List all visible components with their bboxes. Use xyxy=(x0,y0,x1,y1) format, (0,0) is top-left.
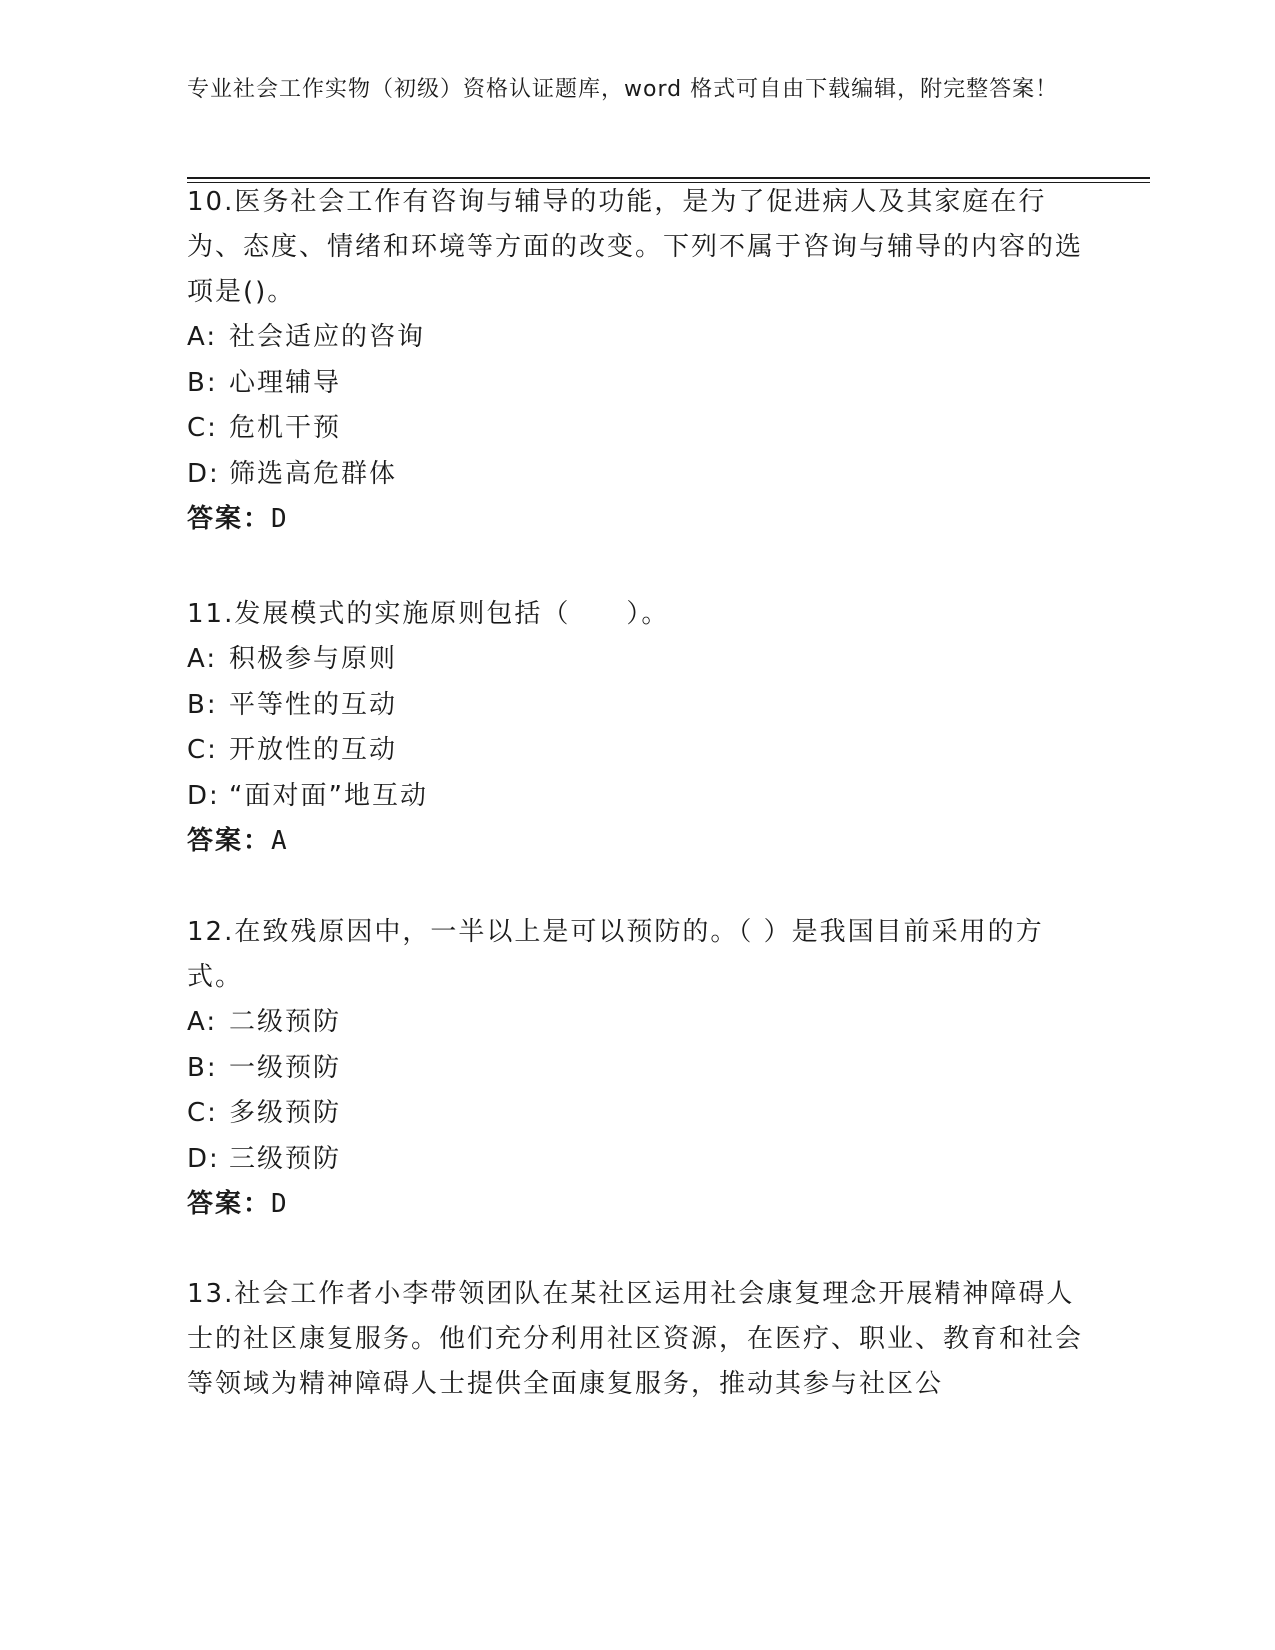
option-key: D: xyxy=(187,458,220,489)
answer-line xyxy=(187,497,1087,542)
option-text: 一级预防 xyxy=(229,1052,342,1083)
option-key: A: xyxy=(187,644,218,674)
answer-line xyxy=(187,1182,1087,1227)
option-key: B: xyxy=(187,367,218,398)
option-c xyxy=(187,728,1087,774)
option-b xyxy=(187,361,1087,407)
option-b xyxy=(187,683,1087,729)
option-text: 开放性的互动 xyxy=(229,735,398,765)
option-a xyxy=(187,315,1087,361)
option-key: A: xyxy=(187,1007,218,1037)
header-divider xyxy=(187,177,1150,179)
question-stem: 13.社会工作者小李带领团队在某社区运用社会康复理念开展精神障碍人士的社区康复服务。他们充分利用社区资源，在医疗、职业、教育和社会等领域为精神障碍人士提供全面康复服务，推动其参与社区公 xyxy=(187,1279,1084,1399)
option-text: 筛选高危群体 xyxy=(229,458,398,489)
answer-label: 答案： xyxy=(187,504,272,534)
question-stem: 10.医务社会工作有咨询与辅导的功能，是为了促进病人及其家庭在行为、态度、情绪和环境等方面的改变。下列不属于咨询与辅导的内容的选项是()。 xyxy=(187,187,1084,307)
answer-value: D xyxy=(271,504,289,534)
option-key: C: xyxy=(187,1098,218,1128)
option-text: 二级预防 xyxy=(229,1007,342,1037)
option-text: 社会适应的咨询 xyxy=(229,322,426,352)
document-header: 专业社会工作实物（初级）资格认证题库，word 格式可自由下载编辑，附完整答案！ xyxy=(187,77,1059,102)
option-text: 三级预防 xyxy=(229,1143,342,1174)
question-12 xyxy=(187,910,1087,1227)
option-d xyxy=(187,1137,1087,1183)
option-text: 危机干预 xyxy=(229,413,342,443)
option-key: D: xyxy=(187,1143,220,1174)
question-stem: 11.发展模式的实施原则包括（ ）。 xyxy=(187,599,670,629)
question-11 xyxy=(187,592,1087,864)
question-stem: 12.在致残原因中，一半以上是可以预防的。（ ）是我国目前采用的方式。 xyxy=(187,917,1044,992)
option-text: 多级预防 xyxy=(229,1098,342,1128)
answer-label: 答案： xyxy=(187,826,272,856)
question-10 xyxy=(187,180,1087,542)
option-key: D: xyxy=(187,780,220,811)
option-text: 心理辅导 xyxy=(229,367,342,398)
option-d xyxy=(187,452,1087,498)
option-d xyxy=(187,774,1087,820)
option-c xyxy=(187,1091,1087,1137)
option-key: B: xyxy=(187,689,218,720)
option-c xyxy=(187,406,1087,452)
option-a xyxy=(187,1000,1087,1046)
answer-value: D xyxy=(271,1189,289,1219)
option-key: C: xyxy=(187,413,218,443)
option-text: “面对面”地互动 xyxy=(229,780,428,811)
option-key: A: xyxy=(187,322,218,352)
answer-line xyxy=(187,819,1087,864)
option-key: C: xyxy=(187,735,218,765)
answer-label: 答案： xyxy=(187,1189,272,1219)
answer-value: A xyxy=(271,826,289,856)
option-key: B: xyxy=(187,1052,218,1083)
option-text: 积极参与原则 xyxy=(229,644,398,674)
option-a xyxy=(187,637,1087,683)
option-text: 平等性的互动 xyxy=(229,689,398,720)
option-b xyxy=(187,1046,1087,1092)
question-13 xyxy=(187,1272,1087,1407)
